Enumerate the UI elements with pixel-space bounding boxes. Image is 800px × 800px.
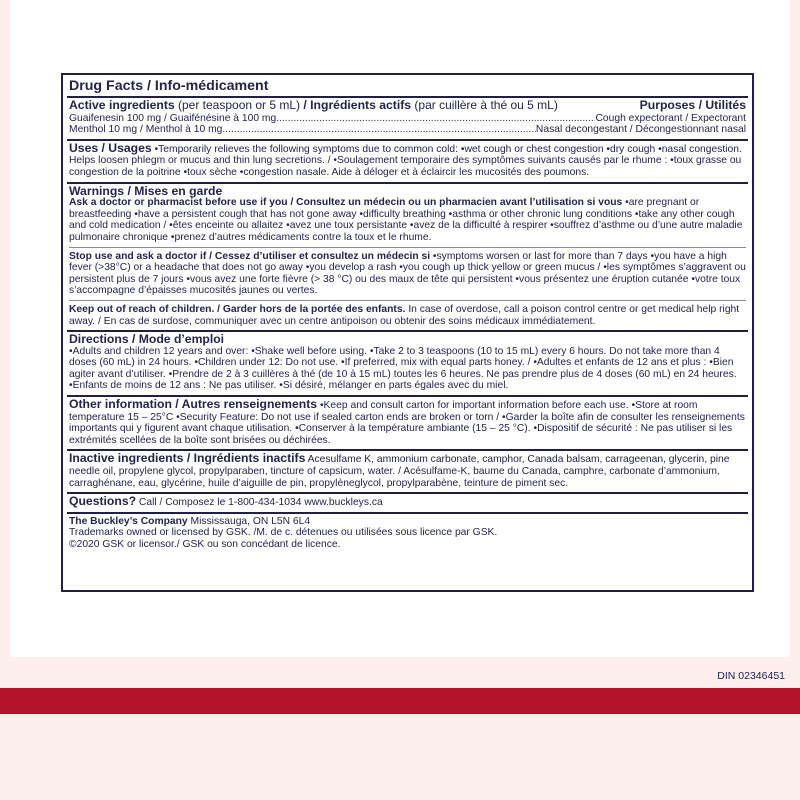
leader-dots [276, 113, 595, 125]
other-information-section [67, 395, 748, 449]
ask-doctor-heading: Ask a doctor or pharmacist before use if you / Consultez un médecin ou un pharmacien avant l’utilisation si vous [69, 197, 623, 209]
company-line [69, 516, 746, 528]
active-ingredients-section [67, 96, 748, 139]
copyright-text: ©2020 GSK or licensor./ GSK ou son concédant de licence. [69, 539, 341, 550]
label-panel [10, 0, 790, 657]
directions-section [67, 330, 748, 395]
ingredient-name: Menthol 10 mg / Menthol à 10 mg [69, 124, 223, 136]
questions-text: Call / Composez le 1-800-434-1034 www.buckleys.ca [136, 497, 383, 509]
company-section [67, 512, 748, 554]
inactive-ingredients-section [67, 449, 748, 492]
warnings-heading: Warnings / Mises en garde [69, 183, 223, 198]
ingredient-name: Guaifenesin 100 mg / Guaifénésine à 100 mg [69, 112, 277, 124]
questions-section [67, 492, 748, 512]
uses-heading: Uses / Usages [69, 140, 152, 155]
company-address: Mississauga, ON L5N 6L4 [187, 515, 311, 527]
inactive-ingredients-heading: Inactive ingredients / Ingrédients inactifs [69, 451, 306, 466]
active-ingredients-heading-row [69, 100, 746, 113]
ingredient-purpose: Nasal decongestant / Décongestionnant nasal [535, 124, 746, 136]
drug-facts-title: Drug Facts / Info-médicament [69, 78, 269, 94]
active-ingredients-note-fr: (par cuillère à thé ou 5 mL) [411, 98, 558, 112]
din-number: DIN 02346451 [717, 670, 785, 682]
keep-out-heading: Keep out of reach of children. / Garder hors de la portée des enfants. [69, 303, 406, 315]
questions-heading: Questions? [69, 494, 137, 509]
directions-text: •Adults and children 12 years and over: •Shake well before using. •Take 2 to 3 teaspoons (10 to 15 mL) every 6 hours. Do not take more than 4 doses (60 mL) in 24 hours. •Children under 12: Do not use. •If preferred, mix with equal parts honey. / •Adultes et enfants de 12 ans et plus : •Bien agiter avant d’utiliser. •Prendre de 2 à 3 cuillères à thé (de 10 à 15 mL) toutes les 6 heures. Ne pas prendre plus de 4 doses (60 mL) en 24 heures. •Enfants de moins de 12 ans : Ne pas utiliser. •Si désiré, mélanger en parts égales avec du miel. [69, 345, 737, 392]
purposes-heading: Purposes / Utilités [639, 98, 746, 112]
brand-color-band [0, 688, 800, 714]
uses-text: •Temporarily relieves the following symptoms due to common cold: •wet cough or chest congestion •dry cough •nasal congestion. Helps loosen phlegm or mucus and thin lung secretions. / •Soulagement temporaire des symptômes suivants causés par le rhume : •toux grasse ou congestion de la poitrine •toux sèche •congestion nasale. Aide à déloger et à éclaircir les mucosités des poumons. [69, 143, 742, 178]
stop-use-heading: Stop use and ask a doctor if / Cessez d’utiliser et consultez un médecin si [69, 250, 431, 262]
drug-facts-header [67, 75, 748, 96]
active-ingredient-row [69, 113, 746, 125]
ask-doctor-text: •are pregnant or breastfeeding •have a persistent cough that has not gone away •difficulty breathing •asthma or other chronic lung conditions •take any other cough and cold medication / •êtes enceinte ou allaitez •avez une toux persistante •avez de la difficulté à respirer •souffrez d’asthme ou d’une autre maladie pulmonaire chronique •prenez d’autres médicaments contre la toux et le rhume. [69, 197, 743, 243]
inactive-ingredients-text: Acesulfame K, ammonium carbonate, camphor, Canada balsam, carrageenan, glycerin, pine needle oil, propylene glycol, propylparaben, tincture of capsicum, water. / Acésulfame-K, baume du Canada, camphre, carbonate d’ammonium, carraghénane, eau, glycérine, huile d’aiguille de pin, propylèneglycol, propylparabène, teinture de piment sec. [69, 454, 730, 489]
keep-out-block [69, 300, 746, 327]
ingredient-purpose: Cough expectorant / Expectorant [595, 112, 746, 124]
keep-out-text: In case of overdose, call a poison control centre or get medical help right away. / En cas de surdose, communiquer avec un centre antipoison ou obtenir des soins médicaux immédiatement. [69, 303, 740, 327]
stop-use-text: •symptoms worsen or last for more than 7 days •you have a high fever (>38°C) or a headache that does not go away •you develop a rash •you cough up thick yellow or green mucus / •les symptômes s’aggravent ou persistent plus de 7 jours •vous avez une forte fièvre (> 38 °C) ou des maux de tête qui persistent •vous présentez une éruption cutanée •votre toux s’accompagne d’épaisses mucosités jaunes ou vertes. [69, 250, 746, 297]
active-ingredients-heading-en: Active ingredients [69, 98, 175, 112]
warnings-section [67, 182, 748, 331]
active-ingredient-row [69, 124, 746, 136]
active-ingredients-note-en: (per teaspoon or 5 mL) [174, 98, 304, 112]
drug-facts-box [61, 73, 754, 592]
company-name: The Buckley’s Company [69, 515, 188, 527]
directions-heading: Directions / Mode d’emploi [69, 332, 225, 347]
leader-dots [222, 124, 536, 136]
active-ingredients-heading-fr: / Ingrédients actifs [303, 98, 412, 112]
other-information-text: •Keep and consult carton for important information before each use. •Store at room temperature 15 – 25°C •Security Feature: Do not use if sealed carton ends are broken or torn / •Garder la boîte afin de consulter les renseignements importants qui y figurent avant chaque utilisation. •Conserver à la température ambiante (15 – 25 °C). •Dispositif de sécurité : Ne pas utiliser si les extrémités scellées de la boîte sont brisées ou déchirées. [69, 400, 745, 446]
other-information-heading: Other information / Autres renseignements [69, 397, 318, 412]
stop-use-block [69, 247, 746, 297]
trademark-text: Trademarks owned or licensed by GSK. /M. de c. détenues ou utilisées sous licence par GSK. [69, 527, 498, 539]
uses-section [67, 139, 748, 182]
ask-doctor-block [69, 197, 746, 243]
